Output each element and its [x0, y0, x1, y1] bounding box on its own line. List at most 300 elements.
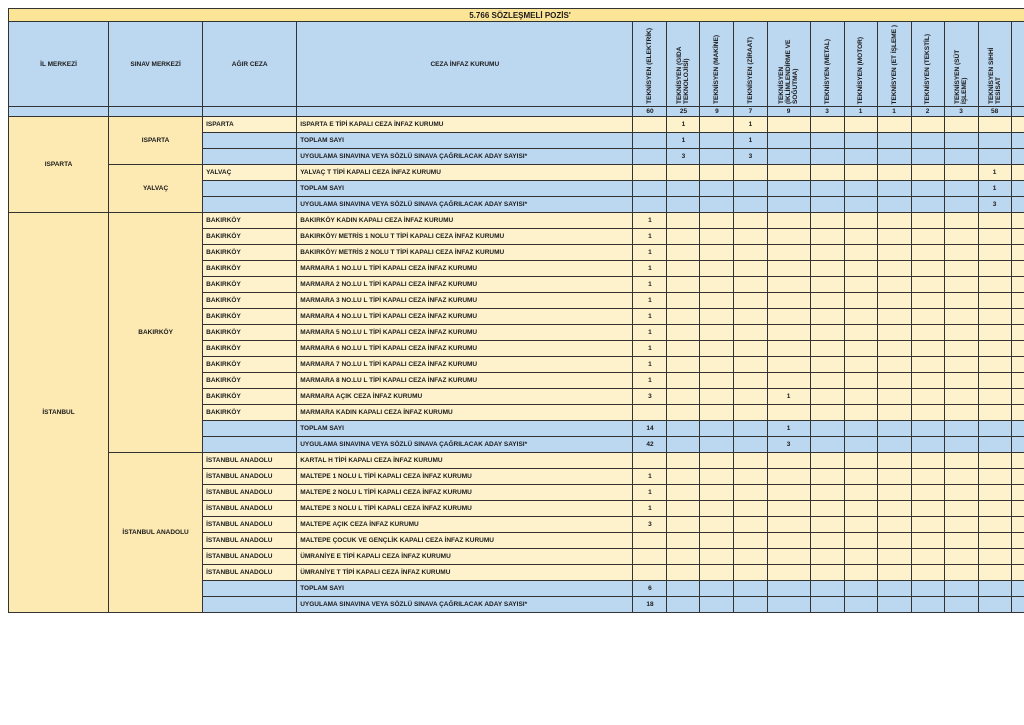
- count-cell: [633, 133, 667, 149]
- count-cell: [700, 533, 734, 549]
- agir-ceza-cell: BAKIRKÖY: [203, 229, 297, 245]
- count-cell: [633, 117, 667, 133]
- count-cell: [944, 565, 978, 581]
- count-cell: [810, 325, 844, 341]
- count-cell: [877, 517, 911, 533]
- agir-ceza-cell: BAKIRKÖY: [203, 213, 297, 229]
- count-cell: [944, 341, 978, 357]
- count-cell: [734, 549, 767, 565]
- agir-ceza-cell: [203, 133, 297, 149]
- overflow-cell: [1011, 357, 1024, 373]
- count-cell: [844, 357, 877, 373]
- count-cell: [944, 229, 978, 245]
- count-cell: [844, 453, 877, 469]
- quota-blank: [203, 107, 297, 117]
- agir-ceza-cell: İSTANBUL ANADOLU: [203, 549, 297, 565]
- count-cell: [978, 453, 1011, 469]
- count-cell: [734, 229, 767, 245]
- count-cell: [844, 581, 877, 597]
- count-cell: [700, 373, 734, 389]
- agir-ceza-cell: BAKIRKÖY: [203, 341, 297, 357]
- count-cell: 1: [667, 117, 700, 133]
- agir-ceza-cell: İSTANBUL ANADOLU: [203, 485, 297, 501]
- kurum-cell: BAKIRKÖY/ METRİS 2 NOLU T TİPİ KAPALI CEZA İNFAZ KURUMU: [297, 245, 633, 261]
- quota-value: 60: [633, 107, 667, 117]
- count-cell: [767, 549, 810, 565]
- count-cell: [700, 597, 734, 613]
- count-cell: [667, 197, 700, 213]
- count-cell: [978, 517, 1011, 533]
- count-cell: [767, 517, 810, 533]
- count-cell: [844, 133, 877, 149]
- count-cell: 1: [633, 373, 667, 389]
- count-cell: [844, 261, 877, 277]
- overflow-cell: [1011, 421, 1024, 437]
- count-cell: [700, 293, 734, 309]
- count-cell: [911, 517, 944, 533]
- agir-ceza-cell: İSTANBUL ANADOLU: [203, 453, 297, 469]
- count-cell: [978, 149, 1011, 165]
- kurum-cell: TOPLAM SAYI: [297, 421, 633, 437]
- header-position: [700, 22, 734, 107]
- count-cell: [944, 373, 978, 389]
- count-cell: [944, 581, 978, 597]
- agir-ceza-cell: [203, 597, 297, 613]
- count-cell: [844, 309, 877, 325]
- count-cell: 1: [633, 293, 667, 309]
- count-cell: [633, 533, 667, 549]
- count-cell: [767, 357, 810, 373]
- count-cell: [700, 453, 734, 469]
- count-cell: [844, 533, 877, 549]
- count-cell: [844, 549, 877, 565]
- count-cell: [911, 405, 944, 421]
- count-cell: [944, 117, 978, 133]
- count-cell: [700, 309, 734, 325]
- count-cell: [877, 245, 911, 261]
- count-cell: [944, 325, 978, 341]
- count-cell: [911, 357, 944, 373]
- agir-ceza-cell: İSTANBUL ANADOLU: [203, 533, 297, 549]
- count-cell: 1: [633, 501, 667, 517]
- agir-ceza-cell: BAKIRKÖY: [203, 389, 297, 405]
- count-cell: [978, 421, 1011, 437]
- count-cell: [700, 485, 734, 501]
- count-cell: [911, 453, 944, 469]
- count-cell: [877, 325, 911, 341]
- overflow-cell: [1011, 117, 1024, 133]
- header-position: [667, 22, 700, 107]
- count-cell: [767, 149, 810, 165]
- count-cell: [734, 453, 767, 469]
- kurum-cell: MARMARA 3 NO.LU L TİPİ KAPALI CEZA İNFAZ KURUMU: [297, 293, 633, 309]
- kurum-cell: YALVAÇ T TİPİ KAPALI CEZA İNFAZ KURUMU: [297, 165, 633, 181]
- agir-ceza-cell: BAKIRKÖY: [203, 325, 297, 341]
- count-cell: [877, 133, 911, 149]
- count-cell: [877, 581, 911, 597]
- count-cell: [844, 341, 877, 357]
- count-cell: [810, 245, 844, 261]
- kurum-cell: ÜMRANİYE E TİPİ KAPALI CEZA İNFAZ KURUMU: [297, 549, 633, 565]
- il-merkezi-cell: ISPARTA: [9, 117, 109, 213]
- count-cell: [911, 565, 944, 581]
- count-cell: [734, 261, 767, 277]
- count-cell: [700, 565, 734, 581]
- count-cell: [911, 501, 944, 517]
- overflow-cell: [1011, 517, 1024, 533]
- count-cell: [911, 581, 944, 597]
- count-cell: [767, 485, 810, 501]
- count-cell: [978, 325, 1011, 341]
- count-cell: [844, 597, 877, 613]
- quota-value: 3: [810, 107, 844, 117]
- count-cell: [944, 485, 978, 501]
- count-cell: [667, 549, 700, 565]
- count-cell: [767, 469, 810, 485]
- count-cell: [734, 437, 767, 453]
- count-cell: [877, 453, 911, 469]
- count-cell: [877, 533, 911, 549]
- quota-value: 58: [978, 107, 1011, 117]
- header-position: [633, 22, 667, 107]
- count-cell: [911, 149, 944, 165]
- count-cell: [944, 389, 978, 405]
- count-cell: [810, 277, 844, 293]
- overflow-cell: [1011, 245, 1024, 261]
- header-position-label: TEKNİSYEN (SÜT İŞLEME): [954, 49, 969, 104]
- count-cell: [911, 533, 944, 549]
- count-cell: [767, 165, 810, 181]
- count-cell: [911, 469, 944, 485]
- kurum-cell: ISPARTA E TİPİ KAPALI CEZA İNFAZ KURUMU: [297, 117, 633, 133]
- count-cell: [877, 597, 911, 613]
- count-cell: [944, 501, 978, 517]
- count-cell: 3: [633, 517, 667, 533]
- count-cell: [978, 437, 1011, 453]
- count-cell: [767, 565, 810, 581]
- institution-row: [9, 453, 1024, 469]
- count-cell: [700, 149, 734, 165]
- agir-ceza-cell: [203, 581, 297, 597]
- count-cell: [877, 165, 911, 181]
- overflow-cell: [1011, 229, 1024, 245]
- quota-value: 7: [734, 107, 767, 117]
- overflow-cell: [1011, 149, 1024, 165]
- count-cell: [667, 245, 700, 261]
- overflow-cell: [1011, 485, 1024, 501]
- count-cell: [810, 117, 844, 133]
- overflow-cell: [1011, 261, 1024, 277]
- count-cell: [667, 501, 700, 517]
- count-cell: [700, 501, 734, 517]
- count-cell: 1: [633, 325, 667, 341]
- il-merkezi-cell: İSTANBUL: [9, 213, 109, 613]
- agir-ceza-cell: BAKIRKÖY: [203, 261, 297, 277]
- count-cell: 1: [978, 165, 1011, 181]
- count-cell: [667, 229, 700, 245]
- count-cell: [734, 357, 767, 373]
- count-cell: [700, 133, 734, 149]
- kurum-cell: KARTAL H TİPİ KAPALI CEZA İNFAZ KURUMU: [297, 453, 633, 469]
- count-cell: [667, 581, 700, 597]
- overflow-cell: [1011, 453, 1024, 469]
- count-cell: [877, 293, 911, 309]
- count-cell: [810, 133, 844, 149]
- agir-ceza-cell: [203, 149, 297, 165]
- header-position-label: TEKNİSYEN SIHHİ TESİSAT: [987, 47, 1002, 104]
- header-row: [9, 22, 1024, 107]
- count-cell: [700, 357, 734, 373]
- header-position-label: TEKNİSYEN (TEKSTİL): [924, 33, 932, 104]
- count-cell: [944, 309, 978, 325]
- count-cell: [978, 245, 1011, 261]
- count-cell: [911, 133, 944, 149]
- quota-value: 3: [944, 107, 978, 117]
- count-cell: [700, 261, 734, 277]
- count-cell: [978, 549, 1011, 565]
- count-cell: [667, 421, 700, 437]
- overflow-cell: [1011, 533, 1024, 549]
- count-cell: [844, 181, 877, 197]
- count-cell: [767, 533, 810, 549]
- count-cell: [667, 165, 700, 181]
- overflow-cell: [1011, 373, 1024, 389]
- count-cell: [911, 597, 944, 613]
- agir-ceza-cell: BAKIRKÖY: [203, 357, 297, 373]
- count-cell: [633, 149, 667, 165]
- count-cell: [911, 421, 944, 437]
- header-position-label: TEKNİSYEN (MOTOR): [857, 36, 865, 104]
- count-cell: [734, 181, 767, 197]
- quota-blank: [109, 107, 203, 117]
- agir-ceza-cell: BAKIRKÖY: [203, 405, 297, 421]
- count-cell: [944, 277, 978, 293]
- count-cell: [767, 197, 810, 213]
- quota-overflow: [1011, 107, 1024, 117]
- count-cell: [810, 565, 844, 581]
- institution-row: [9, 117, 1024, 133]
- count-cell: [700, 229, 734, 245]
- count-cell: 1: [633, 277, 667, 293]
- count-cell: [767, 229, 810, 245]
- agir-ceza-cell: BAKIRKÖY: [203, 373, 297, 389]
- count-cell: [844, 229, 877, 245]
- count-cell: [633, 405, 667, 421]
- count-cell: [767, 581, 810, 597]
- header-il: İL MERKEZİ: [9, 22, 109, 107]
- kurum-cell: MARMARA AÇIK CEZA İNFAZ KURUMU: [297, 389, 633, 405]
- header-position-label: TEKNİSYEN (ZİRAAT): [746, 37, 754, 104]
- count-cell: [844, 517, 877, 533]
- header-position-label: TEKNİSYEN (MAKİNE): [713, 35, 721, 104]
- count-cell: [877, 485, 911, 501]
- institution-row: [9, 213, 1024, 229]
- count-cell: [810, 549, 844, 565]
- agir-ceza-cell: İSTANBUL ANADOLU: [203, 469, 297, 485]
- overflow-cell: [1011, 309, 1024, 325]
- count-cell: [944, 245, 978, 261]
- count-cell: [844, 245, 877, 261]
- count-cell: [633, 165, 667, 181]
- overflow-cell: [1011, 213, 1024, 229]
- overflow-cell: [1011, 389, 1024, 405]
- count-cell: 1: [978, 181, 1011, 197]
- count-cell: [734, 581, 767, 597]
- count-cell: [978, 405, 1011, 421]
- count-cell: [978, 261, 1011, 277]
- count-cell: [810, 389, 844, 405]
- count-cell: [978, 389, 1011, 405]
- count-cell: [767, 277, 810, 293]
- kurum-cell: TOPLAM SAYI: [297, 133, 633, 149]
- count-cell: [844, 213, 877, 229]
- count-cell: [877, 437, 911, 453]
- count-cell: [944, 421, 978, 437]
- count-cell: [734, 469, 767, 485]
- count-cell: 1: [734, 133, 767, 149]
- count-cell: [978, 229, 1011, 245]
- overflow-cell: [1011, 565, 1024, 581]
- count-cell: [877, 565, 911, 581]
- count-cell: [911, 117, 944, 133]
- count-cell: [767, 501, 810, 517]
- count-cell: [877, 197, 911, 213]
- count-cell: [911, 549, 944, 565]
- count-cell: [844, 421, 877, 437]
- count-cell: [877, 149, 911, 165]
- count-cell: [877, 181, 911, 197]
- count-cell: [700, 341, 734, 357]
- count-cell: [911, 309, 944, 325]
- count-cell: [944, 357, 978, 373]
- quota-value: 9: [700, 107, 734, 117]
- count-cell: [877, 277, 911, 293]
- count-cell: [633, 453, 667, 469]
- header-agir: AĞIR CEZA: [203, 22, 297, 107]
- count-cell: [877, 549, 911, 565]
- count-cell: 1: [633, 213, 667, 229]
- count-cell: 18: [633, 597, 667, 613]
- kurum-cell: MARMARA KADIN KAPALI CEZA İNFAZ KURUMU: [297, 405, 633, 421]
- overflow-cell: [1011, 501, 1024, 517]
- overflow-cell: [1011, 133, 1024, 149]
- count-cell: [810, 341, 844, 357]
- count-cell: [911, 373, 944, 389]
- title-row: [9, 9, 1024, 22]
- count-cell: [810, 165, 844, 181]
- agir-ceza-cell: BAKIRKÖY: [203, 277, 297, 293]
- count-cell: [633, 197, 667, 213]
- count-cell: [734, 405, 767, 421]
- count-cell: 1: [633, 229, 667, 245]
- count-cell: [767, 261, 810, 277]
- count-cell: [667, 341, 700, 357]
- count-cell: [978, 213, 1011, 229]
- count-cell: [911, 341, 944, 357]
- count-cell: [734, 165, 767, 181]
- count-cell: [944, 533, 978, 549]
- count-cell: [734, 485, 767, 501]
- kurum-cell: UYGULAMA SINAVINA VEYA SÖZLÜ SINAVA ÇAĞRILACAK ADAY SAYISI*: [297, 597, 633, 613]
- overflow-cell: [1011, 197, 1024, 213]
- count-cell: [810, 229, 844, 245]
- count-cell: [667, 453, 700, 469]
- count-cell: [844, 165, 877, 181]
- kurum-cell: BAKIRKÖY/ METRİS 1 NOLU T TİPİ KAPALI CEZA İNFAZ KURUMU: [297, 229, 633, 245]
- count-cell: [700, 581, 734, 597]
- count-cell: [944, 469, 978, 485]
- quota-value: 9: [767, 107, 810, 117]
- count-cell: [911, 197, 944, 213]
- count-cell: 1: [767, 421, 810, 437]
- header-sinav: SINAV MERKEZİ: [109, 22, 203, 107]
- count-cell: [734, 293, 767, 309]
- count-cell: [911, 437, 944, 453]
- count-cell: [877, 405, 911, 421]
- count-cell: [734, 389, 767, 405]
- agir-ceza-cell: BAKIRKÖY: [203, 309, 297, 325]
- count-cell: [734, 421, 767, 437]
- count-cell: [667, 469, 700, 485]
- count-cell: [734, 277, 767, 293]
- header-position: [978, 22, 1011, 107]
- count-cell: [810, 469, 844, 485]
- count-cell: [911, 389, 944, 405]
- count-cell: [667, 597, 700, 613]
- count-cell: [767, 453, 810, 469]
- header-position: [877, 22, 911, 107]
- count-cell: [734, 325, 767, 341]
- count-cell: 1: [633, 341, 667, 357]
- count-cell: [844, 117, 877, 133]
- kurum-cell: MARMARA 5 NO.LU L TİPİ KAPALI CEZA İNFAZ KURUMU: [297, 325, 633, 341]
- count-cell: [978, 565, 1011, 581]
- kurum-cell: MARMARA 2 NO.LU L TİPİ KAPALI CEZA İNFAZ KURUMU: [297, 277, 633, 293]
- quota-row: [9, 107, 1024, 117]
- count-cell: [734, 245, 767, 261]
- kurum-cell: MARMARA 8 NO.LU L TİPİ KAPALI CEZA İNFAZ KURUMU: [297, 373, 633, 389]
- kurum-cell: MALTEPE 3 NOLU L TİPİ KAPALI CEZA İNFAZ KURUMU: [297, 501, 633, 517]
- count-cell: [877, 373, 911, 389]
- kurum-cell: MARMARA 6 NO.LU L TİPİ KAPALI CEZA İNFAZ KURUMU: [297, 341, 633, 357]
- count-cell: [667, 389, 700, 405]
- count-cell: [844, 389, 877, 405]
- overflow-cell: [1011, 581, 1024, 597]
- count-cell: [911, 213, 944, 229]
- positions-table: [8, 8, 1024, 613]
- header-position: [734, 22, 767, 107]
- count-cell: 1: [633, 245, 667, 261]
- count-cell: [667, 565, 700, 581]
- count-cell: [810, 197, 844, 213]
- count-cell: [911, 261, 944, 277]
- count-cell: [734, 197, 767, 213]
- kurum-cell: TOPLAM SAYI: [297, 581, 633, 597]
- count-cell: [767, 213, 810, 229]
- sinav-merkezi-cell: YALVAÇ: [109, 165, 203, 213]
- kurum-cell: MALTEPE ÇOCUK VE GENÇLİK KAPALI CEZA İNFAZ KURUMU: [297, 533, 633, 549]
- agir-ceza-cell: İSTANBUL ANADOLU: [203, 565, 297, 581]
- count-cell: [734, 373, 767, 389]
- count-cell: [944, 517, 978, 533]
- header-position: [844, 22, 877, 107]
- count-cell: 3: [633, 389, 667, 405]
- count-cell: 3: [734, 149, 767, 165]
- sheet-title: 5.766 SÖZLEŞMELİ POZİS': [9, 9, 1024, 22]
- kurum-cell: MARMARA 7 NO.LU L TİPİ KAPALI CEZA İNFAZ KURUMU: [297, 357, 633, 373]
- count-cell: [734, 517, 767, 533]
- count-cell: [844, 485, 877, 501]
